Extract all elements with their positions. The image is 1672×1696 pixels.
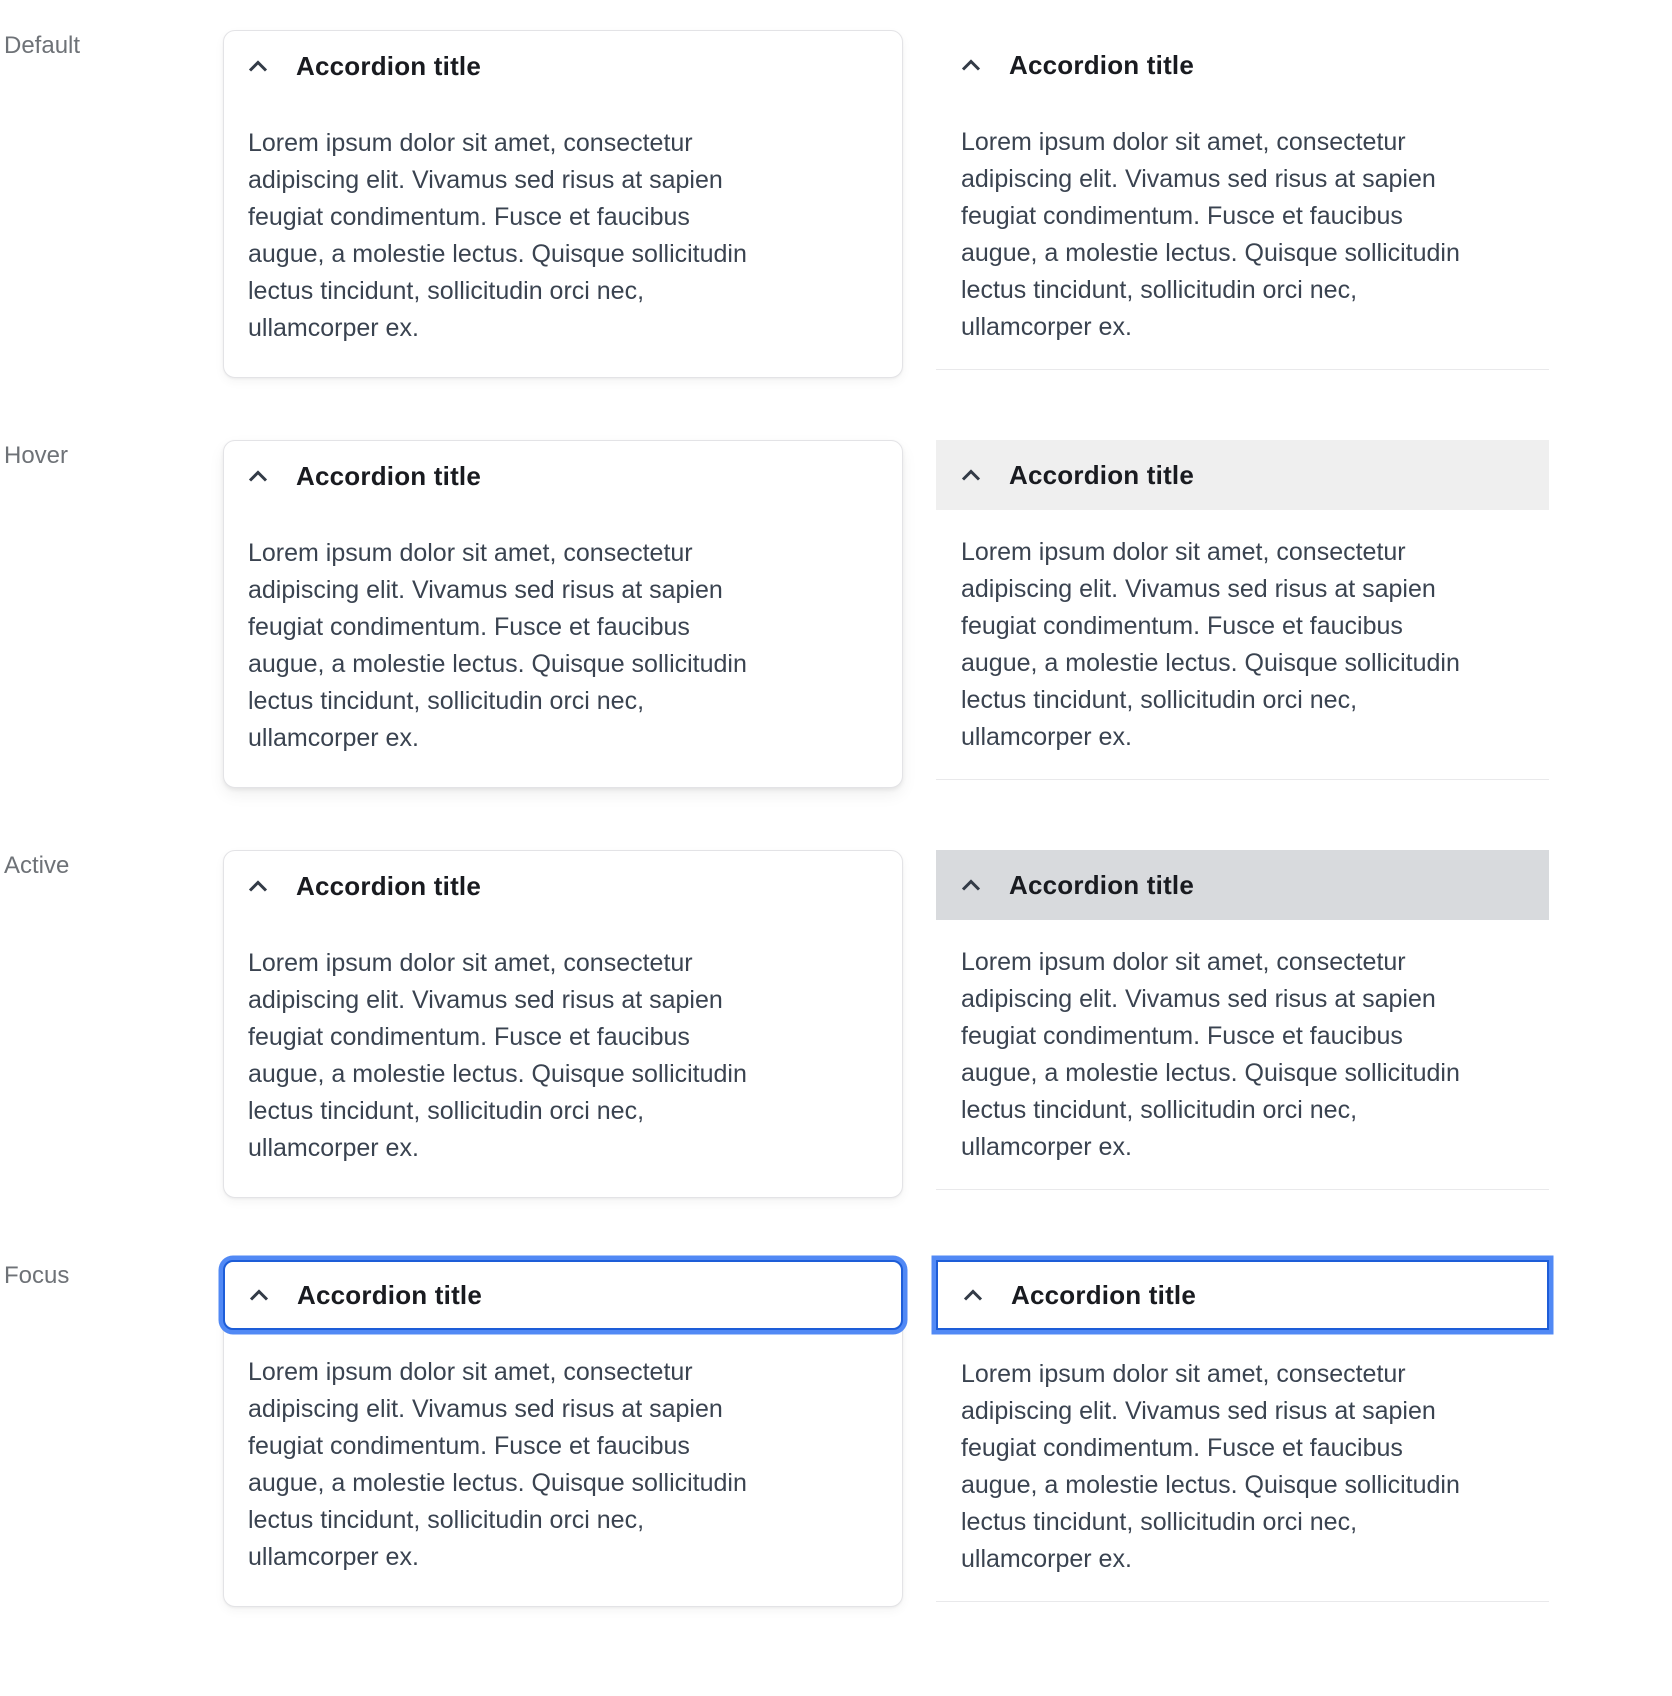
accordion-header[interactable] (936, 440, 1549, 510)
accordion-body-shell (223, 1318, 903, 1607)
chevron-up-icon (963, 1289, 983, 1301)
accordion-header[interactable] (224, 441, 902, 511)
accordion-header[interactable] (224, 31, 902, 101)
accordion-title: Accordion title (296, 460, 482, 491)
chevron-up-icon (249, 1289, 269, 1301)
accordion-body: Lorem ipsum dolor sit amet, consectetur adipiscing elit. Vivamus sed risus at sapien feugiat condimentum. Fusce et faucibus augue, a molestie lectus. Quisque sollicitudin lectus tincidunt, sollicitudin orci nec, ullamcorper ex. (961, 948, 1460, 1161)
chevron-up-icon (248, 880, 268, 892)
chevron-up-icon (248, 470, 268, 482)
accordion-card-focus (223, 1260, 903, 1607)
chevron-up-icon (961, 59, 981, 71)
accordion-header[interactable] (936, 850, 1549, 920)
accordion-header-focused[interactable] (936, 1260, 1549, 1330)
accordion-flush-active (936, 850, 1549, 1190)
accordion-body: Lorem ipsum dolor sit amet, consectetur adipiscing elit. Vivamus sed risus at sapien feugiat condimentum. Fusce et faucibus augue, a molestie lectus. Quisque sollicitudin lectus tincidunt, sollicitudin orci nec, ullamcorper ex. (248, 1358, 747, 1571)
accordion-flush-hover (936, 440, 1549, 780)
state-label-active: Active (4, 852, 70, 879)
accordion-title: Accordion title (1011, 1279, 1197, 1310)
accordion-title: Accordion title (1009, 459, 1195, 490)
accordion-card-active (223, 850, 903, 1198)
accordion-body: Lorem ipsum dolor sit amet, consectetur adipiscing elit. Vivamus sed risus at sapien feugiat condimentum. Fusce et faucibus augue, a molestie lectus. Quisque sollicitudin lectus tincidunt, sollicitudin orci nec, ullamcorper ex. (248, 949, 747, 1162)
accordion-flush-default (936, 30, 1549, 370)
accordion-title: Accordion title (296, 870, 482, 901)
accordion-body: Lorem ipsum dolor sit amet, consectetur adipiscing elit. Vivamus sed risus at sapien feugiat condimentum. Fusce et faucibus augue, a molestie lectus. Quisque sollicitudin lectus tincidunt, sollicitudin orci nec, ullamcorper ex. (248, 129, 747, 342)
state-label-default: Default (4, 32, 81, 59)
accordion-title: Accordion title (1009, 49, 1195, 80)
accordion-body: Lorem ipsum dolor sit amet, consectetur adipiscing elit. Vivamus sed risus at sapien feugiat condimentum. Fusce et faucibus augue, a molestie lectus. Quisque sollicitudin lectus tincidunt, sollicitudin orci nec, ullamcorper ex. (961, 128, 1460, 341)
accordion-title: Accordion title (296, 50, 482, 81)
chevron-up-icon (961, 469, 981, 481)
accordion-title: Accordion title (297, 1279, 483, 1310)
state-label-focus: Focus (4, 1262, 70, 1289)
accordion-body: Lorem ipsum dolor sit amet, consectetur adipiscing elit. Vivamus sed risus at sapien feugiat condimentum. Fusce et faucibus augue, a molestie lectus. Quisque sollicitudin lectus tincidunt, sollicitudin orci nec, ullamcorper ex. (961, 538, 1460, 751)
accordion-header[interactable] (936, 30, 1549, 100)
accordion-card-hover (223, 440, 903, 788)
accordion-body: Lorem ipsum dolor sit amet, consectetur adipiscing elit. Vivamus sed risus at sapien feugiat condimentum. Fusce et faucibus augue, a molestie lectus. Quisque sollicitudin lectus tincidunt, sollicitudin orci nec, ullamcorper ex. (961, 1360, 1460, 1573)
accordion-header[interactable] (224, 851, 902, 921)
chevron-up-icon (248, 60, 268, 72)
accordion-body: Lorem ipsum dolor sit amet, consectetur adipiscing elit. Vivamus sed risus at sapien feugiat condimentum. Fusce et faucibus augue, a molestie lectus. Quisque sollicitudin lectus tincidunt, sollicitudin orci nec, ullamcorper ex. (248, 539, 747, 752)
accordion-header-focused[interactable] (223, 1260, 903, 1330)
accordion-card-default (223, 30, 903, 378)
chevron-up-icon (961, 879, 981, 891)
state-label-hover: Hover (4, 442, 69, 469)
accordion-title: Accordion title (1009, 869, 1195, 900)
accordion-flush-focus (936, 1260, 1549, 1602)
